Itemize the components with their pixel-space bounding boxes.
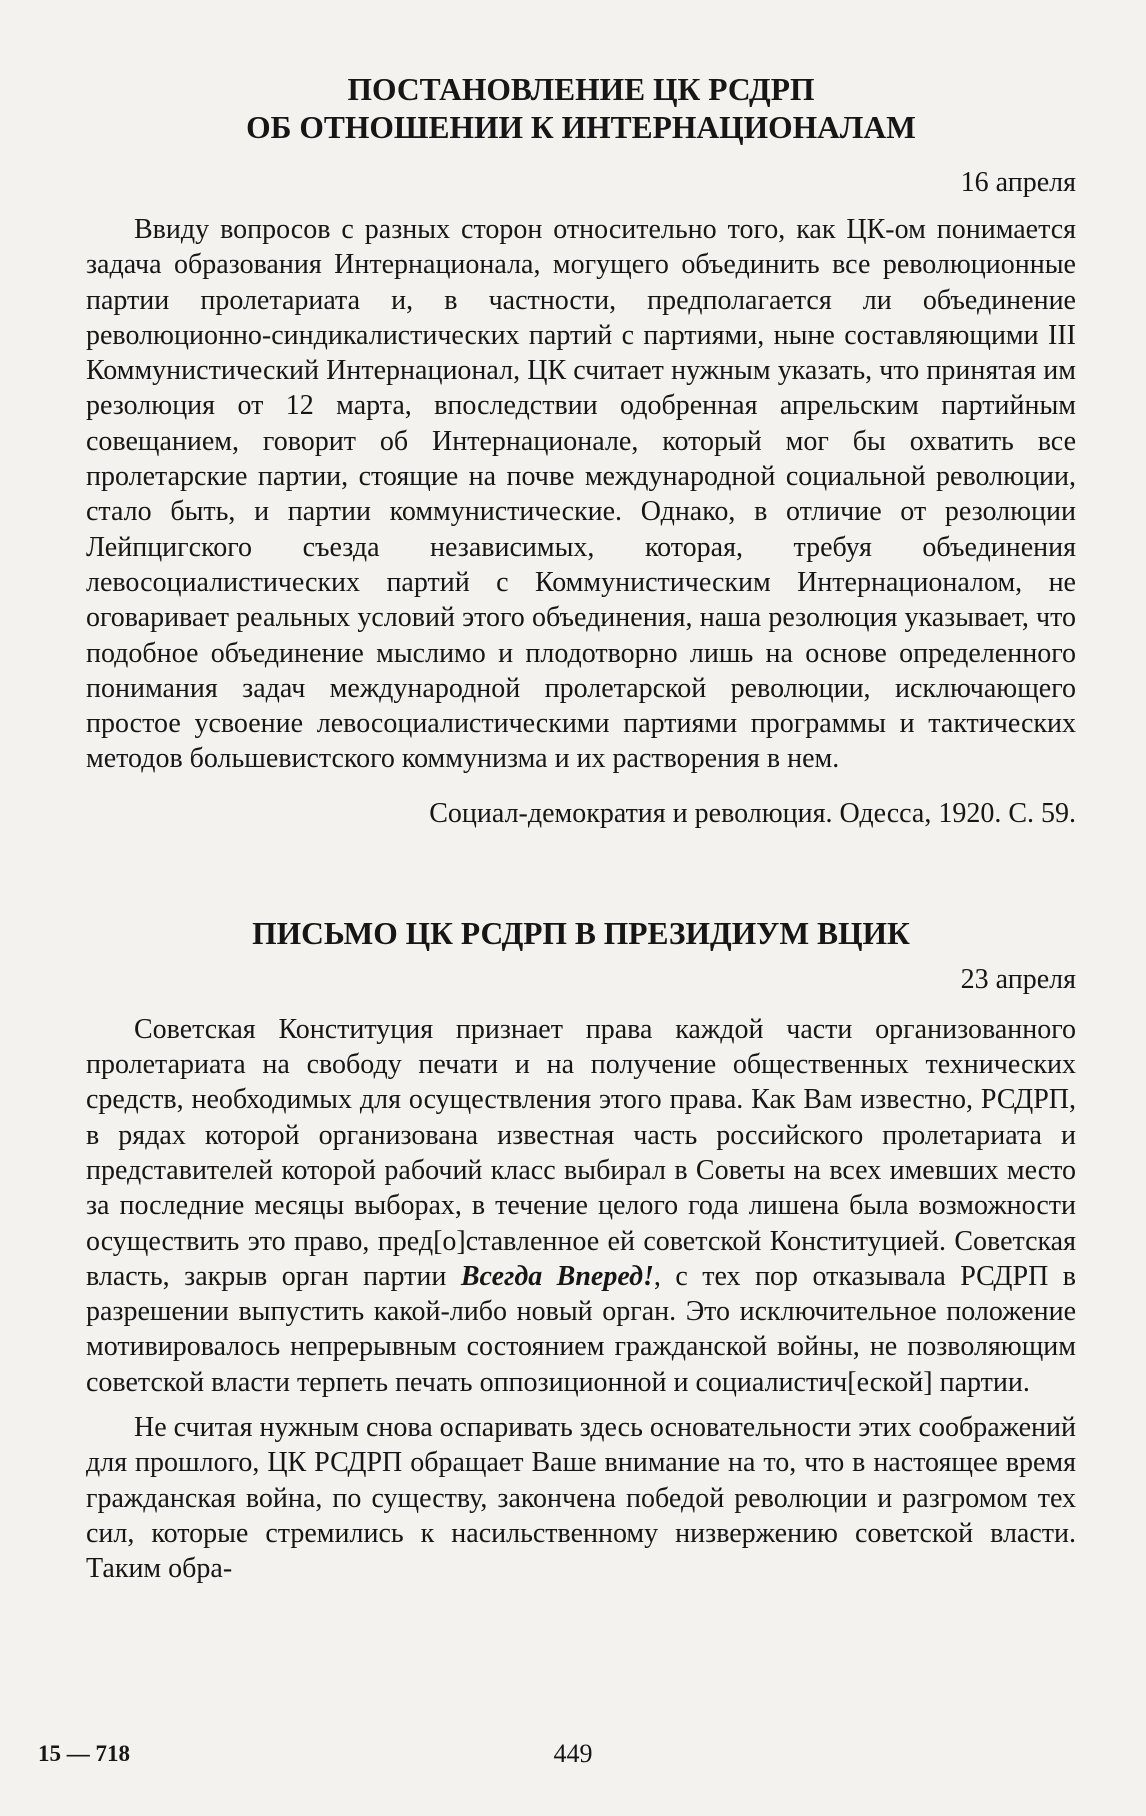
section1-title (86, 71, 1076, 147)
section2-date: 23 апреля (960, 963, 1076, 995)
section1-paragraph: Ввиду вопросов с разных сторон относительно того, как ЦК-ом понимается задача образования Интернационала, могущего объединить все революционные партии пролетариата и, в частности, предполагается ли объединение революционно-синдикалистических партий с партиями, ныне составляющими III Коммунистический Интернационал, ЦК считает нужным указать, что принятая им резолюция от 12 марта, впоследствии одобренная апрельским партийным совещанием, говорит об Интернационале, который мог бы охватить все пролетарские партии, стоящие на почве международной социальной революции, стало быть, и партии коммунистические. Однако, в отличие от резолюции Лейпцигского съезда независимых, которая, требуя объединения левосоциалистических партий с Коммунистическим Интернационалом, не оговаривает реальных условий этого объединения, наша резолюция указывает, что подобное объединение мыслимо и плодотворно лишь на основе определенного понимания задач международной пролетарской революции, исключающего простое усвоение левосоциалистическими партиями программы и тактических методов большевистского коммунизма и их растворения в нем. (86, 214, 1076, 775)
section1-source: Социал-демократия и революция. Одесса, 1920. С. 59. (429, 797, 1076, 829)
section2-title: ПИСЬМО ЦК РСДРП В ПРЕЗИДИУМ ВЦИК (252, 915, 910, 951)
section2-paragraph1-before: Советская Конституция признает права каждой части организованного пролетариата на свободу печати и на получение общественных технических средств, необходимых для осуществления этого права. Как Вам известно, РСДРП, в рядах которой организована известная часть российского пролетариата и представителей которой рабочий класс выбирал в Советы на всех имевших место за последние месяцы выборах, в течение целого года лишена была возможности осуществить это право, пред[о]ставленное ей советской Конституцией. Советская власть, закрыв орган партии (86, 1013, 1076, 1292)
document-page (86, 60, 1076, 1587)
newspaper-title: Всегда Вперед! (460, 1260, 654, 1292)
page-number: 449 (553, 1739, 593, 1768)
printer-signature: 15 — 718 (38, 1741, 130, 1766)
section1-date: 16 апреля (960, 167, 1076, 198)
section1-title-line1: ПОСТАНОВЛЕНИЕ ЦК РСДРП (347, 72, 815, 107)
section1-title-line2: ОБ ОТНОШЕНИИ К ИНТЕРНАЦИОНАЛАМ (246, 110, 916, 145)
section2-paragraph1 (86, 1012, 1076, 1400)
section2-paragraph2: Не считая нужным снова оспаривать здесь основательности этих соображений для прошлого, ЦК РСДРП обращает Ваше внимание на то, что в настоящее время гражданская война, по существу, закончена победой революции и разгромом тех сил, которые стремились к насильственному низвержению советской власти. Таким обра- (86, 1412, 1076, 1585)
section2-paragraph1-after: , с тех пор отказывала РСДРП в разрешении выпустить какой-либо новый орган. Это исключительное положение мотивировалось непрерывным состоянием гражданской войны, не позволяющим советской власти терпеть печать оппозиционной и социалистич[еской] партии. (86, 1260, 1076, 1398)
